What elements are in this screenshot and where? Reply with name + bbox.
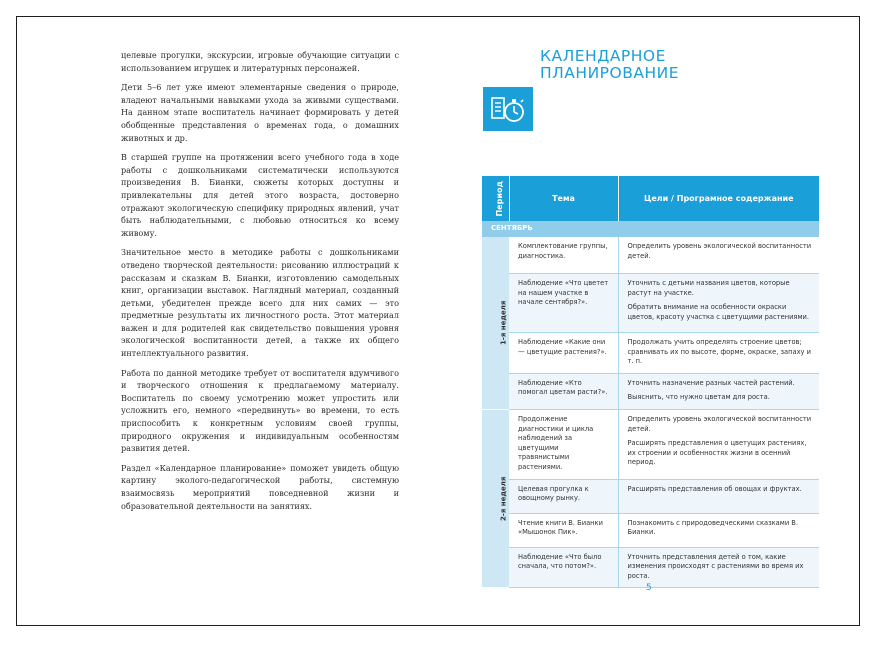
paragraph: В старшей группе на протяжении всего учебного года в ходе работы с дошкольниками систематически используются произведения В. Бианки, сюжеты которых доступны и привлекательны для детей этого возраста, достоверно отражают экологическую специфику природных явлений, учат быть наблюдательными, с любовью относиться ко всему живому. (121, 152, 399, 238)
table-row (482, 237, 819, 274)
goals-cell: Продолжать учить определять строение цветов; сравнивать их по высоте, форме, окраске, запаху и т. п. (618, 333, 819, 374)
table-header-row (482, 176, 819, 221)
table-row (482, 479, 819, 513)
topic-cell: Продолжение диагностики и цикла наблюдений за цветущими травянистыми растениями. (509, 409, 618, 479)
calendar-table (482, 176, 819, 588)
section-title-line-1: КАЛЕНДАРНОЕ (540, 47, 666, 65)
month-label: СЕНТЯБРЬ (482, 221, 819, 237)
month-row (482, 221, 819, 237)
goals-cell: Определить уровень экологической воспитанности детей. Расширять представления о цветущих растениях, их строении и особенностях жизни в осенний период. (618, 409, 819, 479)
topic-cell: Комплектование группы, диагностика. (509, 237, 618, 274)
topic-cell: Наблюдение «Кто помогал цветам расти?». (509, 373, 618, 409)
goals-cell: Уточнить назначение разных частей растений. Выяснить, что нужно цветам для роста. (618, 373, 819, 409)
topic-cell: Чтение книги В. Бианки «Мышонок Пик». (509, 513, 618, 547)
paragraph: Работа по данной методике требует от воспитателя вдумчивого и творческого отношения к предлагаемому материалу. Воспитатель по своему усмотрению может упростить или усложнить его, немного «передвинуть» во времени, то есть приспособить к конкретным условиям своей группы, природного окружения и индивидуальным особенностям развития детей. (121, 367, 399, 454)
table-row (482, 409, 819, 479)
paragraph: целевые прогулки, экскурсии, игровые обучающие ситуации с использованием игрушек и литературных персонажей. (121, 50, 399, 73)
table-row (482, 513, 819, 547)
page-number: 5 (646, 583, 652, 593)
topic-cell: Целевая прогулка к овощному рынку. (509, 479, 618, 513)
header-period: Период (482, 176, 509, 221)
table-row (482, 333, 819, 374)
goals-cell: Расширять представления об овощах и фруктах. (618, 479, 819, 513)
paragraph: Дети 5–6 лет уже имеют элементарные сведения о природе, владеют начальными навыками ухода за живыми существами. На данном этапе воспитатель начинает формировать у детей обобщенные представления о временах года, о домашних животных и др. (121, 82, 399, 143)
left-text-column (121, 49, 399, 519)
table-row (482, 547, 819, 588)
table-row (482, 274, 819, 333)
table-row (482, 373, 819, 409)
header-goals: Цели / Програмное содержание (618, 176, 819, 221)
checklist-stopwatch-icon (483, 87, 533, 131)
paragraph: Раздел «Календарное планирование» поможет увидеть общую картину эколого-педагогической работы, системную взаимосвязь мероприятий повседневной жизни и образовательной деятельности на занятиях. (121, 462, 399, 511)
topic-cell: Наблюдение «Что цветет на нашем участке в начале сентября?». (509, 274, 618, 333)
week-label: 1-я неделя (482, 237, 509, 409)
goals-cell: Уточнить представления детей о том, какие изменения происходят с растениями во время их роста. (618, 547, 819, 588)
header-topic: Тема (509, 176, 618, 221)
topic-cell: Наблюдение «Что было сначала, что потом?». (509, 547, 618, 588)
week-label: 2-я неделя (482, 409, 509, 587)
goals-cell: Уточнить с детьми названия цветов, которые растут на участке. Обратить внимание на особенности окраски цветов, красоту участка с цветущими растениями. (618, 274, 819, 333)
paragraph: Значительное место в методике работы с дошкольниками отведено творческой деятельности: рисованию иллюстраций к рассказам и сказкам В. Бианки, изготовлению самодельных книг, организации выставок. Наглядный материал, созданный детьми, убедителен прежде всего для них самих — это предметные результаты их личностного роста. Этот материал важен и для родителей как свидетельство повышения уровня экологической воспитанности детей, а также их общего интеллектуального развития. (121, 247, 399, 359)
section-title (540, 48, 679, 82)
goals-cell: Определить уровень экологической воспитанности детей. (618, 237, 819, 274)
goals-cell: Познакомить с природоведческими сказками В. Бианки. (618, 513, 819, 547)
section-title-line-2: ПЛАНИРОВАНИЕ (540, 64, 679, 82)
topic-cell: Наблюдение «Какие они — цветущие растения?». (509, 333, 618, 374)
